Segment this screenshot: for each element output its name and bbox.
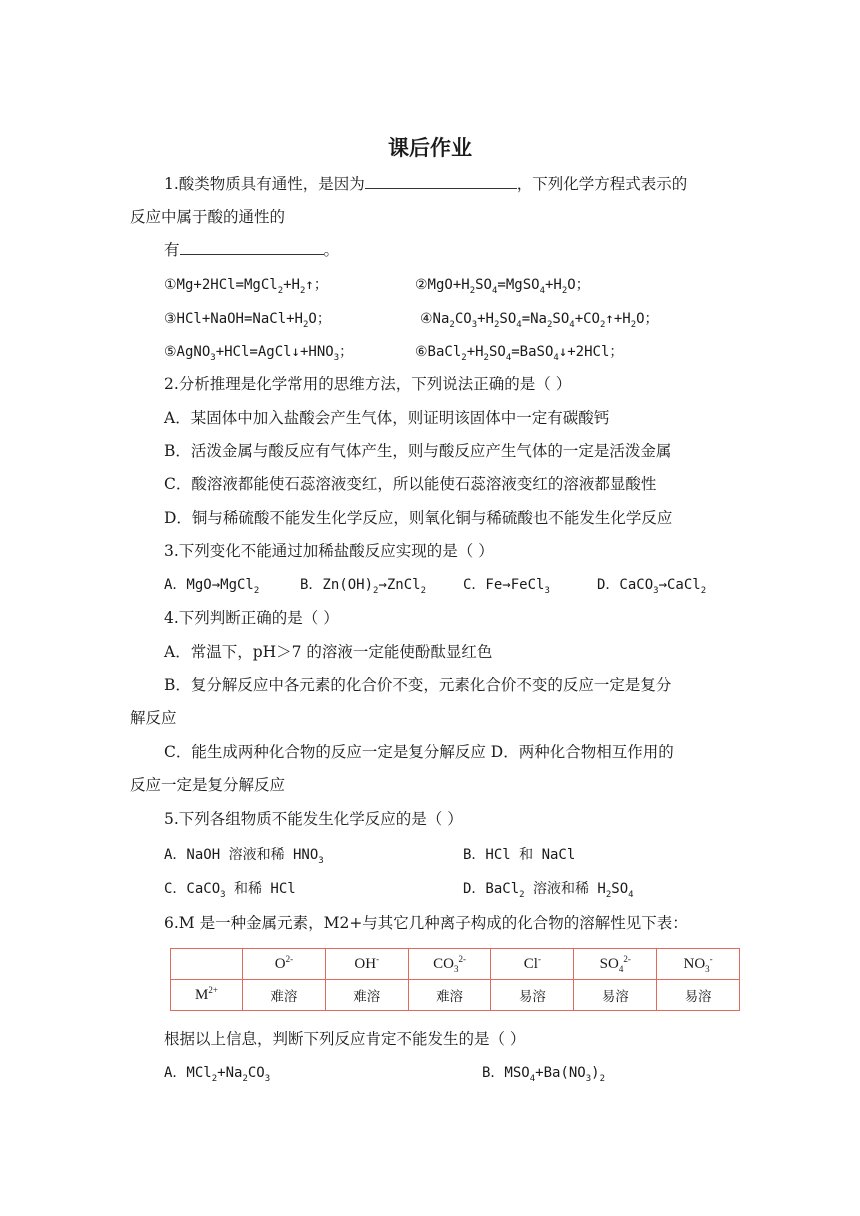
q3-option-c[interactable]: C．Fe→FeCl$_3$ — [463, 577, 550, 596]
q5-option-b[interactable]: B．HCl 和 NaCl — [463, 847, 576, 863]
q6-question: 根据以上信息，判断下列反应肯定不能发生的是（ ） — [164, 1030, 526, 1048]
q4-option-cd-line1[interactable]: C．能生成两种化合物的反应一定是复分解反应 D．两种化合物相互作用的 — [164, 743, 674, 761]
table-row — [171, 980, 740, 1011]
ion-header-chloride: Cl- — [491, 949, 574, 980]
q3-option-a[interactable]: A．MgO→MgCl$_2$ — [164, 577, 260, 596]
table-header-row — [171, 949, 740, 980]
q2-option-b[interactable]: B．活泼金属与酸反应有气体产生，则与酸反应产生气体的一定是活泼金属 — [164, 442, 672, 460]
q1-equation-5: $⑤AgNO_3+HCl=AgCl↓+HNO_3$； — [164, 344, 354, 363]
ion-header-carbonate: $CO_3^{2-}$ — [408, 949, 491, 980]
q2-option-c[interactable]: C．酸溶液都能使石蕊溶液变红，所以能使石蕊溶液变红的溶液都显酸性 — [164, 475, 657, 493]
q1-stem-part-a: 1.酸类物质具有通性，是因为 — [164, 175, 365, 193]
solubility-cell: 易溶 — [491, 980, 574, 1011]
solubility-table — [170, 948, 740, 1011]
q4-stem: 4.下列判断正确的是（ ） — [164, 609, 339, 627]
q2-option-d[interactable]: D．铜与稀硫酸不能发生化学反应，则氧化铜与稀硫酸也不能发生化学反应 — [164, 509, 673, 527]
q5-option-a[interactable]: A．NaOH 溶液和稀 $HNO_3$ — [164, 847, 324, 866]
q3-stem: 3.下列变化不能通过加稀盐酸反应实现的是（ ） — [164, 542, 494, 560]
q4-option-b-line2[interactable]: 解反应 — [130, 709, 177, 727]
q6-option-b[interactable]: B．$MSO_4+Ba(NO_3)_2$ — [482, 1065, 605, 1084]
q1-answer-blank-2[interactable] — [180, 240, 324, 255]
q1-equation-2: $②MgO+H_2SO_4=MgSO_4+H_2O$； — [415, 277, 590, 296]
solubility-cell: 难溶 — [243, 980, 326, 1011]
q1-equation-3: $③HCl+NaOH=NaCl+H_2O$； — [164, 311, 331, 330]
q4-option-cd-line2[interactable]: 反应一定是复分解反应 — [130, 776, 286, 794]
solubility-cell: 易溶 — [657, 980, 740, 1011]
q1-line3-part-a: 有 — [164, 241, 180, 259]
q1-equation-6: $⑥BaCl_2+H_2SO_4=BaSO_4↓+2HCl$； — [415, 344, 624, 363]
q1-equation-1: $①Mg+2HCl=MgCl_2+H_2↑$； — [164, 277, 328, 296]
q6-stem: 6.M 是一种金属元素，M2+与其它几种离子构成的化合物的溶解性见下表： — [164, 914, 688, 932]
q1-answer-blank-1[interactable] — [365, 174, 517, 189]
q6-option-a[interactable]: A．$MCl_2+Na_2CO_3$ — [164, 1065, 271, 1084]
q2-stem: 2.分析推理是化学常用的思维方法，下列说法正确的是（ ） — [164, 375, 572, 393]
q5-option-d[interactable]: D．BaCl$_2$ 溶液和稀 $H_2SO_4$ — [463, 881, 634, 900]
table-corner-cell — [171, 949, 243, 980]
q1-stem-line3 — [164, 240, 339, 260]
page-title: 课后作业 — [388, 136, 472, 160]
q1-line3-part-b: 。 — [323, 241, 340, 259]
q4-option-a[interactable]: A．常温下，pH＞7 的溶液一定能使酚酞显红色 — [164, 643, 493, 661]
q1-stem-line2: 反应中属于酸的通性的 — [130, 208, 286, 226]
q1-stem — [164, 174, 687, 194]
q1-equation-4: $④Na_2CO_3+H_2SO_4=Na_2SO_4+CO_2↑+H_2O$； — [420, 311, 659, 330]
q2-option-a[interactable]: A．某固体中加入盐酸会产生气体，则证明该固体中一定有碳酸钙 — [164, 409, 610, 427]
q5-stem: 5.下列各组物质不能发生化学反应的是（ ） — [164, 810, 463, 828]
q3-option-d[interactable]: D．CaCO$_3$→CaCl$_2$ — [597, 577, 707, 596]
solubility-cell: 易溶 — [574, 980, 657, 1011]
row-header-m2plus: $M^{2+}$ — [171, 980, 243, 1011]
q1-stem-part-b: ，下列化学方程式表示的 — [516, 175, 688, 193]
ion-header-sulfate: $SO_4^{2-}$ — [574, 949, 657, 980]
q5-option-c[interactable]: C．CaCO$_3$ 和稀 HCl — [164, 881, 296, 900]
solubility-cell: 难溶 — [408, 980, 491, 1011]
ion-header-hydroxide: OH- — [325, 949, 408, 980]
q3-option-b[interactable]: B．$Zn(OH)_2\to ZnCl_2$ — [300, 577, 427, 596]
ion-header-nitrate: $NO_3^-$ — [657, 949, 740, 980]
solubility-cell: 难溶 — [325, 980, 408, 1011]
ion-header-oxide: $O^{2-}$ — [243, 949, 326, 980]
q4-option-b-line1[interactable]: B．复分解反应中各元素的化合价不变，元素化合价不变的反应一定是复分 — [164, 676, 672, 694]
